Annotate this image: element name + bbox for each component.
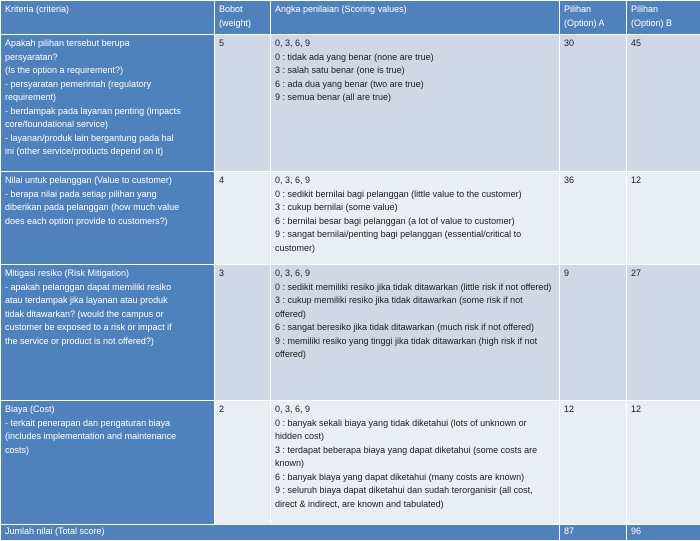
weight-cell: 4 <box>215 172 271 265</box>
total-option-b: 96 <box>627 525 700 541</box>
header-weight: Bobot (weight) <box>215 1 271 35</box>
option-b-cell: 12 <box>627 172 700 265</box>
option-b-cell: 12 <box>627 401 700 525</box>
header-scoring: Angka penilaian (Scoring values) <box>271 1 560 35</box>
total-label: Jumlah nilai (Total score) <box>1 525 560 541</box>
weight-cell: 3 <box>215 265 271 401</box>
scoring-cell: 0, 3, 6, 9 0 : sedikit memiliki resiko jika tidak ditawarkan (little risk if not offered) 3 : cukup memiliki resiko jika tidak ditawarkan (some risk if not offered) 6 : sangat beresiko jika tidak ditawarkan (much risk if not offered) 9 : memiliki resiko yang tinggi jika tidak ditawarkan (high risk if not offered) <box>271 265 560 401</box>
criteria-row-cost <box>1 401 700 525</box>
option-a-cell: 30 <box>560 35 627 172</box>
criteria-cell: Biaya (Cost) - terkait penerapan dan pengaturan biaya (includes implementation and maintenance costs) <box>1 401 215 525</box>
weight-cell: 5 <box>215 35 271 172</box>
scoring-cell: 0, 3, 6, 9 0 : sedikit bernilai bagi pelanggan (little value to the customer) 3 : cukup bernilai (some value) 6 : bernilai besar bagi pelanggan (a lot of value to customer) 9 : sangat bernilai/penting bagi pelanggan (essential/critical to customer) <box>271 172 560 265</box>
header-row <box>1 1 700 35</box>
criteria-row-customer-value <box>1 172 700 265</box>
header-option-a: Pilihan (Option) A <box>560 1 627 35</box>
option-b-cell: 27 <box>627 265 700 401</box>
option-a-cell: 36 <box>560 172 627 265</box>
header-criteria: Kriteria (criteria) <box>1 1 215 35</box>
header-option-b: Pilihan (Option) B <box>627 1 700 35</box>
criteria-cell: Mitigasi resiko (Risk Mitigation) - apakah pelanggan dapat memiliki resiko atau terdampak jika layanan atau produk tidak ditawarkan? (would the campus or customer be exposed to a risk or impact if the service or product is not offered?) <box>1 265 215 401</box>
criteria-cell: Apakah pilihan tersebut berupa persyaratan? (Is the option a requirement?) - persyaratan pemerintah (regulatory requirement) - berdampak pada layanan penting (impacts core/foundational service) - layanan/produk lain bergantung pada hal ini (other service/products depend on it) <box>1 35 215 172</box>
scoring-cell: 0, 3, 6, 9 0 : tidak ada yang benar (none are true) 3 : salah satu benar (one is true) 6 : ada dua yang benar (two are true) 9 : semua benar (all are true) <box>271 35 560 172</box>
option-b-cell: 45 <box>627 35 700 172</box>
option-a-cell: 9 <box>560 265 627 401</box>
option-a-cell: 12 <box>560 401 627 525</box>
criteria-cell: Nilai untuk pelanggan (Value to customer) - berapa nilai pada setiap pilihan yang diberikan pada pelanggan (how much value does each option provide to customers?) <box>1 172 215 265</box>
weight-cell: 2 <box>215 401 271 525</box>
scoring-cell: 0, 3, 6, 9 0 : banyak sekali biaya yang tidak diketahui (lots of unknown or hidden cost) 3 : terdapat beberapa biaya yang dapat diketahui (some costs are known) 6 : banyak biaya yang dapat diketahui (many costs are known) 9 : seluruh biaya dapat diketahui dan sudah terorganisir (all cost, direct & indirect, are known and tabulated) <box>271 401 560 525</box>
total-row <box>1 525 700 541</box>
criteria-row-risk-mitigation <box>1 265 700 401</box>
total-option-a: 87 <box>560 525 627 541</box>
criteria-row-requirement <box>1 35 700 172</box>
